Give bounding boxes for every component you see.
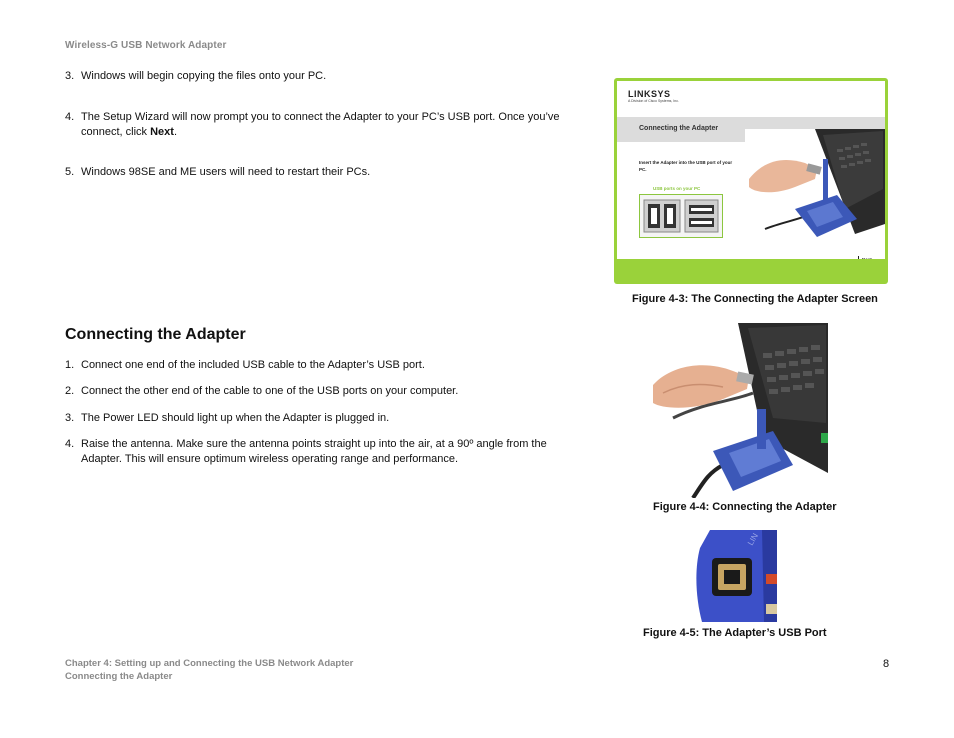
usb-ports-label: USB ports on your PC [653, 186, 701, 191]
figure-4-3-caption: Figure 4-3: The Connecting the Adapter Screen [632, 293, 878, 305]
section-title: Connecting the Adapter [65, 326, 246, 343]
linksys-logo: LINKSYS [628, 89, 671, 99]
usb-ports-illustration [639, 194, 723, 238]
page-footer [65, 657, 353, 683]
wizard-title: Connecting the Adapter [639, 125, 719, 132]
wizard-bottom-bar [617, 259, 885, 281]
figure-4-5-photo [692, 530, 777, 622]
svg-text:LIN: LIN [745, 531, 760, 547]
footer-chapter: Chapter 4: Setting up and Connecting the USB Network Adapter [65, 658, 354, 669]
wizard-photo [745, 129, 885, 247]
wizard-window [617, 81, 885, 259]
figure-4-3-wizard-screen [614, 78, 888, 284]
wizard-instruction: Insert the Adapter into the USB port of your PC. [639, 160, 733, 172]
running-header: Wireless-G USB Network Adapter [65, 40, 227, 51]
figure-4-4-photo [653, 323, 828, 498]
footer-section: Connecting the Adapter [65, 671, 173, 682]
page-number: 8 [883, 658, 890, 670]
linksys-logo-subtitle: A Division of Cisco Systems, Inc. [628, 99, 679, 103]
figure-4-4-caption: Figure 4-4: Connecting the Adapter [653, 501, 837, 513]
figure-4-5-caption: Figure 4-5: The Adapter’s USB Port [643, 627, 827, 639]
